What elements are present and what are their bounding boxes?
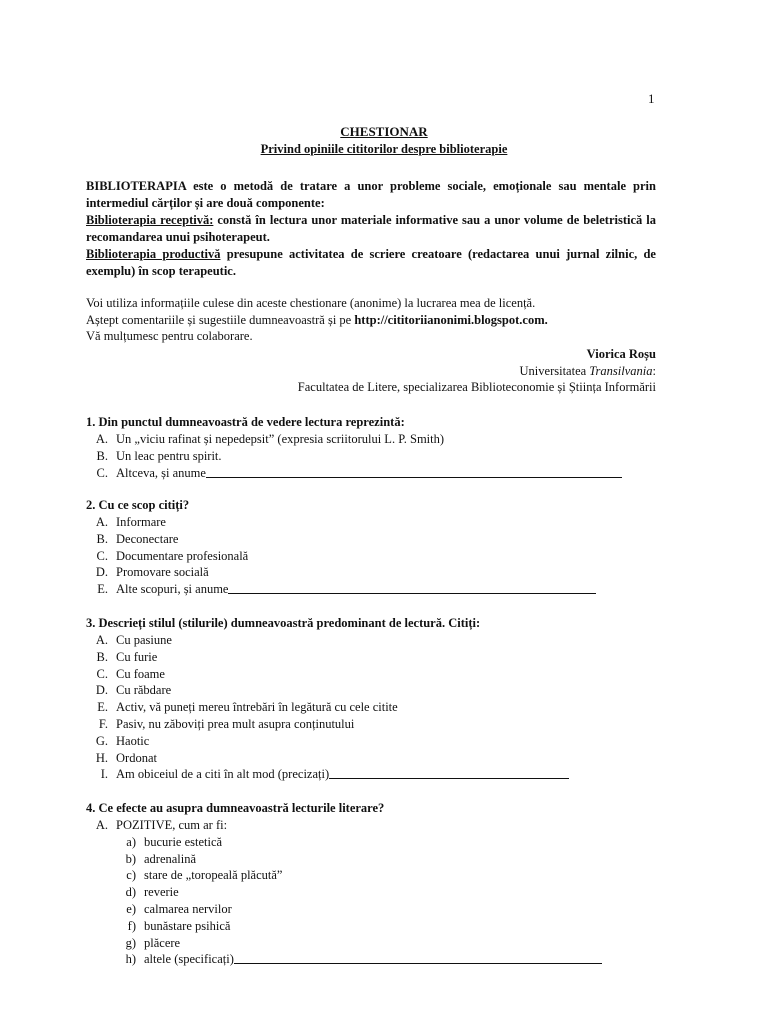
option-item[interactable] (86, 666, 676, 683)
option-text: Cu răbdare (116, 683, 172, 698)
question-title: 2. Cu ce scop citiți? (86, 498, 190, 512)
option-item[interactable] (86, 733, 676, 750)
intro-definition: BIBLIOTERAPIA este o metodă de tratare a unor probleme sociale, emoționale sau mentale prin intermediul cărților și are două componente: (86, 179, 656, 210)
sub-option-letter: a) (126, 834, 136, 849)
option-letter: B. (96, 531, 108, 546)
sub-option-text: stare de „toropeală plăcută” (144, 868, 283, 883)
sub-option-text: reverie (144, 885, 179, 900)
option-letter: H. (95, 750, 108, 765)
option-item[interactable] (86, 649, 676, 666)
university-line (298, 363, 656, 380)
option-item[interactable] (86, 448, 676, 465)
option-text: Cu foame (116, 666, 165, 681)
page-title: CHESTIONAR (340, 124, 428, 139)
sub-option-letter: b) (125, 851, 136, 866)
note-comments-text: Aștept comentariile și sugestiile dumneavoastră și pe (86, 312, 355, 327)
sub-option-letter: g) (125, 935, 136, 950)
question-title: 3. Descrieți stilul (stilurile) dumneavoastră predominant de lectură. Citiți: (86, 616, 481, 630)
sub-option-letter: c) (126, 868, 136, 883)
question-2 (86, 497, 676, 598)
option-text: Documentare profesională (116, 548, 249, 563)
option-letter: D. (95, 683, 108, 698)
option-item[interactable] (86, 431, 676, 448)
option-letter: I. (100, 767, 108, 782)
receptive-text: constă în lectura unor materiale informative sau a unor volume de beletristică la recomandarea unui psihoterapeut. (86, 213, 656, 244)
option-text: Ordonat (116, 750, 157, 765)
intro-paragraph (86, 178, 656, 280)
university-suffix: : (652, 363, 656, 378)
option-text: Cu furie (116, 649, 158, 664)
option-text: Haotic (116, 733, 150, 748)
option-item[interactable] (86, 465, 676, 482)
option-letter: A. (95, 818, 108, 832)
signature-block (298, 346, 656, 396)
answer-blank-line[interactable] (206, 465, 622, 478)
option-letter: E. (97, 700, 108, 715)
answer-blank-line[interactable] (228, 581, 596, 594)
option-list (86, 431, 676, 481)
option-letter: A. (95, 432, 108, 446)
productive-text: presupune activitatea de scriere creatoare (redactarea unui jurnal zilnic, de exemplu) în scop terapeutic. (86, 247, 656, 278)
option-item[interactable] (86, 531, 676, 548)
option-list (86, 817, 676, 834)
option-text: POZITIVE, cum ar fi: (116, 818, 228, 832)
sub-option-item[interactable] (86, 867, 676, 884)
sub-option-letter: h) (125, 952, 136, 967)
productive-label: Biblioterapia productivă (86, 247, 221, 261)
sub-option-text: bucurie estetică (144, 834, 223, 849)
option-item[interactable] (86, 548, 676, 565)
answer-blank-line[interactable] (234, 951, 602, 964)
option-letter: C. (96, 465, 108, 480)
option-text: Pasiv, nu zăboviți prea mult asupra conținutului (116, 716, 355, 731)
intro-productive (86, 246, 656, 280)
option-text: Alte scopuri, și anume (116, 582, 229, 597)
sub-option-text: altele (specificați) (144, 952, 234, 967)
author-name: Viorica Roșu (586, 347, 656, 361)
option-item[interactable] (86, 564, 676, 581)
sub-option-item[interactable] (86, 935, 676, 952)
option-item[interactable] (86, 716, 676, 733)
option-item[interactable] (86, 766, 676, 783)
option-text: Informare (116, 515, 166, 529)
option-text: Un leac pentru spirit. (116, 448, 222, 463)
option-letter: F. (98, 716, 108, 731)
option-letter: B. (96, 448, 108, 463)
option-item[interactable] (86, 632, 676, 649)
sub-option-text: adrenalină (144, 851, 197, 866)
question-4 (86, 800, 676, 968)
faculty-line: Facultatea de Litere, specializarea Biblioteconomie și Știința Informării (297, 380, 656, 394)
sub-option-item[interactable] (86, 951, 676, 968)
sub-option-item[interactable] (86, 834, 676, 851)
option-list (86, 514, 676, 598)
option-item[interactable] (86, 581, 676, 598)
sub-option-item[interactable] (86, 884, 676, 901)
question-title: 1. Din punctul dumneavoastră de vedere lectura reprezintă: (86, 415, 405, 429)
option-letter: B. (96, 649, 108, 664)
option-item[interactable] (86, 817, 676, 834)
page-subtitle: Privind opiniile cititorilor despre biblioterapie (260, 142, 508, 156)
option-item[interactable] (86, 514, 676, 531)
option-item[interactable] (86, 682, 676, 699)
university-name: Transilvania (589, 363, 653, 378)
option-text: Un „viciu rafinat și nepedepsit” (expresia scriitorului L. P. Smith) (116, 432, 445, 446)
option-list (86, 632, 676, 783)
blog-link[interactable]: http://cititoriianonimi.blogspot.com. (354, 312, 548, 327)
question-1 (86, 414, 676, 481)
option-item[interactable] (86, 699, 676, 716)
option-text: Am obiceiul de a citi în alt mod (precizați) (116, 767, 330, 782)
question-3 (86, 615, 676, 783)
sub-option-letter: d) (125, 885, 136, 900)
note-line-usage: Voi utiliza informațiile culese din aceste chestionare (anonime) la lucrarea mea de licență. (86, 296, 536, 310)
option-letter: C. (96, 548, 108, 563)
option-letter: C. (96, 666, 108, 681)
sub-option-letter: f) (127, 918, 136, 933)
sub-option-item[interactable] (86, 918, 676, 935)
sub-option-list (86, 834, 676, 968)
author-note (86, 295, 661, 345)
sub-option-text: calmarea nervilor (144, 901, 232, 916)
sub-option-item[interactable] (86, 901, 676, 918)
sub-option-item[interactable] (86, 851, 676, 868)
option-item[interactable] (86, 750, 676, 767)
page-number: 1 (648, 91, 655, 106)
note-line-comments (86, 312, 661, 329)
option-letter: D. (95, 565, 108, 580)
note-line-thanks: Vă mulțumesc pentru colaborare. (86, 329, 253, 343)
option-letter: A. (95, 515, 108, 529)
option-text: Altceva, și anume (116, 465, 206, 480)
option-letter: G. (95, 733, 108, 748)
option-text: Cu pasiune (116, 633, 172, 647)
sub-option-letter: e) (126, 901, 136, 916)
option-text: Deconectare (116, 531, 179, 546)
option-letter: E. (97, 582, 108, 597)
option-text: Activ, vă puneți mereu întrebări în legătură cu cele citite (116, 700, 398, 715)
intro-receptive (86, 212, 656, 246)
question-title: 4. Ce efecte au asupra dumneavoastră lecturile literare? (86, 801, 385, 815)
sub-option-text: bunăstare psihică (144, 918, 231, 933)
university-prefix: Universitatea (519, 363, 590, 378)
option-letter: A. (95, 633, 108, 647)
answer-blank-line[interactable] (329, 766, 569, 779)
receptive-label: Biblioterapia receptivă: (86, 213, 214, 227)
option-text: Promovare socială (116, 565, 209, 580)
sub-option-text: plăcere (144, 935, 181, 950)
